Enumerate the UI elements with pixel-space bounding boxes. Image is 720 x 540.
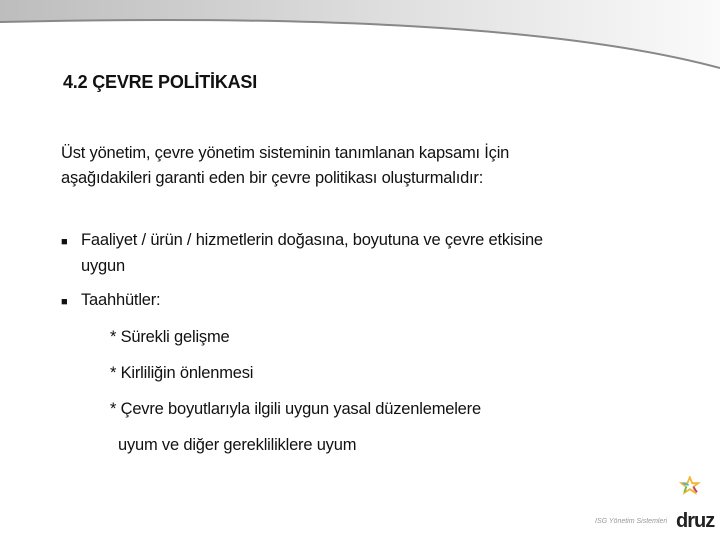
header-swoosh (0, 0, 720, 80)
footer-text: ISG Yönetim Sistemleri (595, 518, 668, 525)
bullet-2-line-1: Taahhütler: (81, 291, 161, 309)
brand-logo: druz (676, 510, 715, 532)
square-bullet-icon: ■ (61, 236, 68, 248)
commitment-item: * Kirliliğin önlenmesi (110, 364, 254, 382)
intro-line-2: aşağıdakileri garanti eden bir çevre politikası oluşturmalıdır: (61, 169, 484, 187)
commitment-item: uyum ve diğer gerekliliklere uyum (118, 436, 357, 454)
bullet-1-line-2: uygun (81, 257, 125, 275)
commitment-item: * Çevre boyutlarıyla ilgili uygun yasal düzenlemelere (110, 400, 481, 418)
star-logo-icon (678, 476, 710, 512)
commitment-item: * Sürekli gelişme (110, 328, 230, 346)
square-bullet-icon: ■ (61, 296, 68, 308)
slide-title: 4.2 ÇEVRE POLİTİKASI (63, 72, 258, 92)
intro-line-1: Üst yönetim, çevre yönetim sisteminin tanımlanan kapsamı İçin (61, 144, 510, 162)
bullet-1-line-1: Faaliyet / ürün / hizmetlerin doğasına, boyutuna ve çevre etkisine (81, 231, 543, 249)
